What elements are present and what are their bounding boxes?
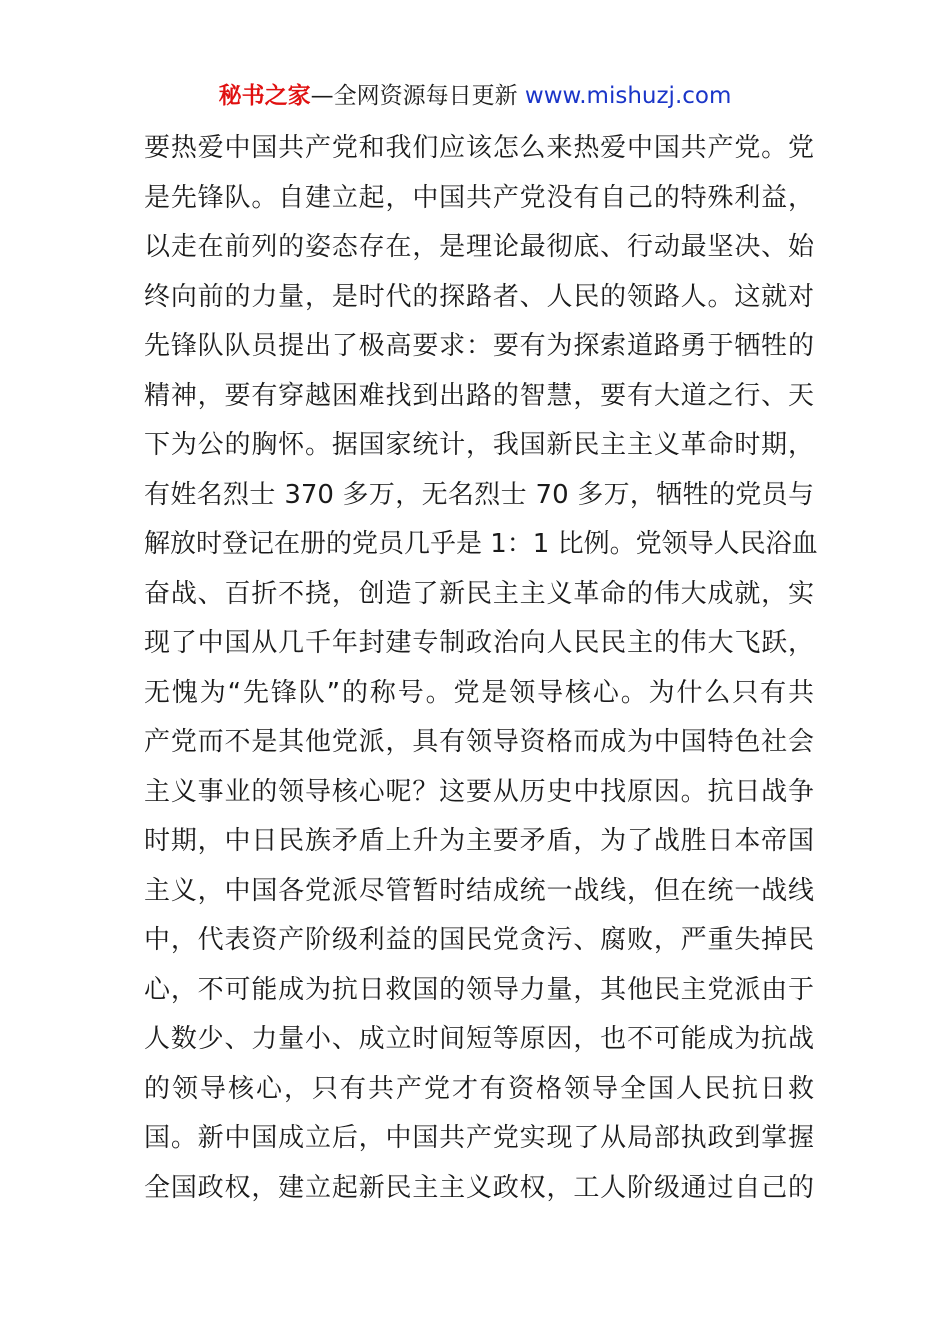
text-line: 产党而不是其他党派，具有领导资格而成为中国特色社会 [144, 727, 814, 757]
text-line: 精神，要有穿越困难找到出路的智慧，要有大道之行、天 [144, 380, 814, 411]
text-line: 要热爱中国共产党和我们应该怎么来热爱中国共产党。党 [144, 133, 814, 163]
text-line: 国。新中国成立后，中国共产党实现了从局部执政到掌握 [144, 1123, 814, 1153]
text-line: 主义事业的领导核心呢？这要从历史中找原因。抗日战争 [144, 776, 814, 807]
body-paragraph [144, 128, 818, 1217]
text-line: 下为公的胸怀。据国家统计，我国新民主主义革命时期， [144, 430, 814, 460]
text-line: 人数少、力量小、成立时间短等原因，也不可能成为抗战 [144, 1024, 814, 1054]
text-line: 时期，中日民族矛盾上升为主要矛盾，为了战胜日本帝国 [144, 826, 814, 856]
text-line: 无愧为“先锋队”的称号。党是领导核心。为什么只有共 [144, 677, 814, 708]
text-line: 先锋队队员提出了极高要求：要有为探索道路勇于牺牲的 [144, 331, 814, 361]
text-line: 全国政权，建立起新民主主义政权，工人阶级通过自己的 [144, 1172, 814, 1203]
text-line: 奋战、百折不挠，创造了新民主主义革命的伟大成就，实 [144, 578, 814, 609]
text-line: 的领导核心，只有共产党才有资格领导全国人民抗日救 [144, 1073, 814, 1104]
text-line: 现了中国从几千年封建专制政治向人民民主的伟大飞跃， [144, 628, 814, 658]
text-line: 以走在前列的姿态存在，是理论最彻底、行动最坚决、始 [144, 232, 814, 262]
brand-name: 秘书之家 [218, 83, 311, 109]
text-line: 有姓名烈士 370 多万，无名烈士 70 多万，牺牲的党员与 [144, 479, 814, 510]
text-line: 是先锋队。自建立起，中国共产党没有自己的特殊利益， [144, 182, 814, 213]
text-line: 中，代表资产阶级利益的国民党贪污、腐败，严重失掉民 [144, 925, 814, 955]
site-url-link[interactable]: www.mishuzj.com [524, 83, 732, 109]
header-tagline: —全网资源每日更新 [310, 83, 518, 109]
text-line: 解放时登记在册的党员几乎是 1：1 比例。党领导人民浴血 [144, 529, 818, 559]
text-line: 心，不可能成为抗日救国的领导力量，其他民主党派由于 [144, 974, 814, 1005]
text-line: 主义，中国各党派尽管暂时结成统一战线，但在统一战线 [144, 875, 814, 906]
page-header [0, 80, 950, 112]
text-line: 终向前的力量，是时代的探路者、人民的领路人。这就对 [144, 281, 814, 312]
